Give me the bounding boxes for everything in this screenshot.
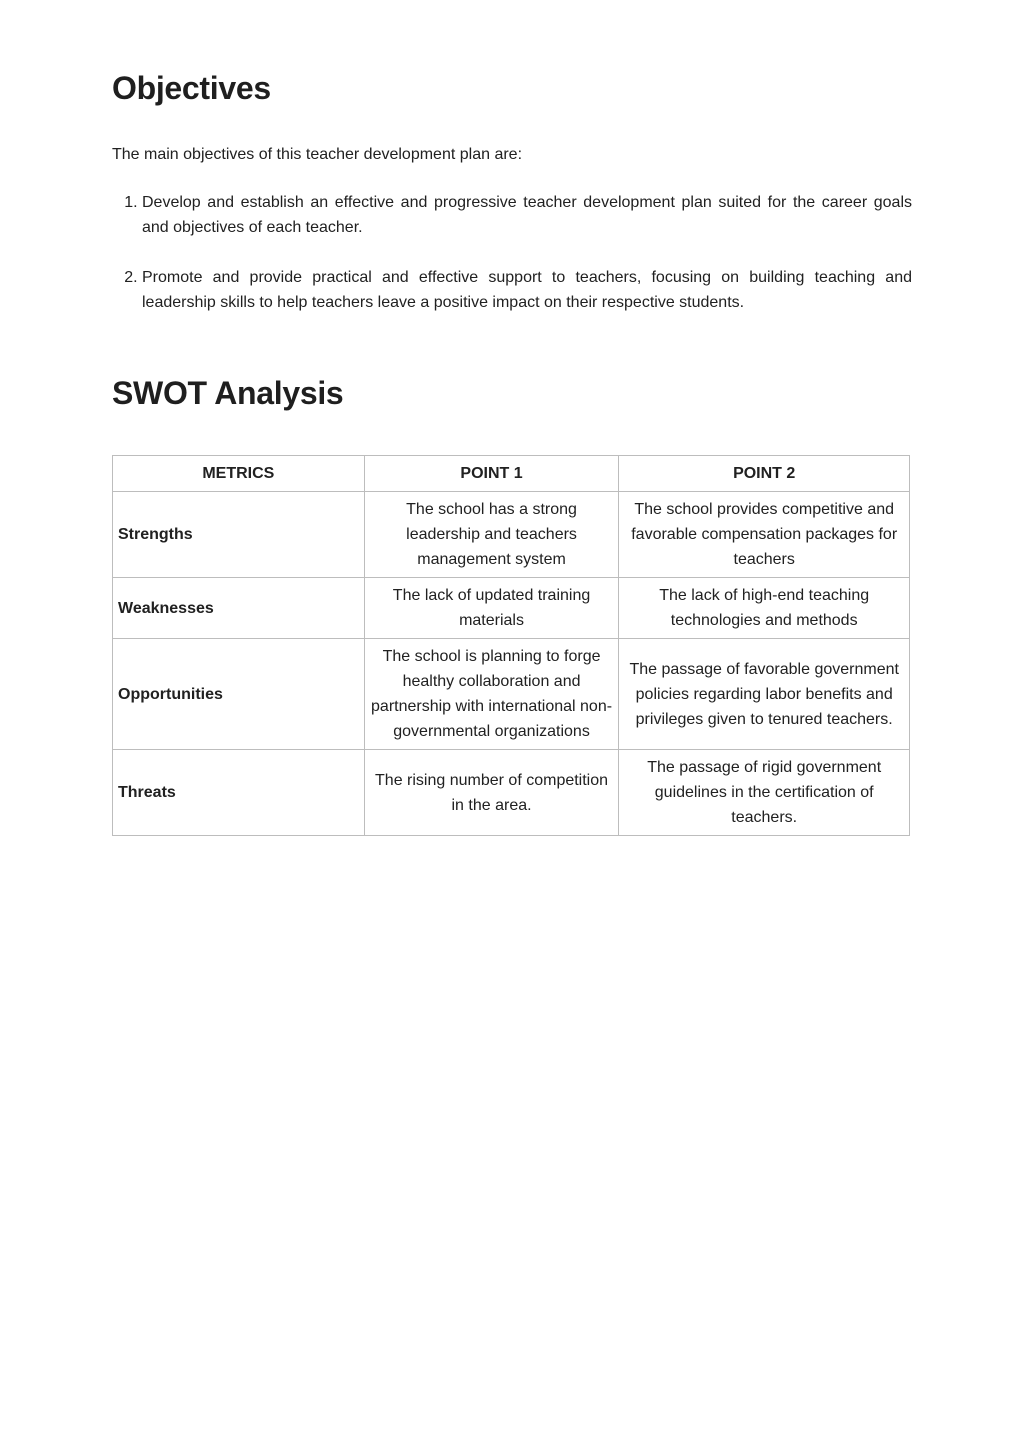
metric-cell: Strengths [113,492,365,578]
swot-table [112,455,910,836]
header-point-1: POINT 1 [364,456,619,492]
objective-item: 2. Promote and provide practical and effective support to teachers, focusing on building teaching and leadership skills to help teachers leave a positive impact on their respective students. [142,265,912,315]
point-1-cell: The rising number of competition in the area. [364,750,619,836]
objectives-intro: The main objectives of this teacher development plan are: [112,146,523,163]
table-row [113,578,910,639]
objectives-list [112,190,912,340]
table-row [113,639,910,750]
point-2-cell: The passage of rigid government guidelines in the certification of teachers. [619,750,910,836]
header-point-2: POINT 2 [619,456,910,492]
point-1-cell: The school is planning to forge healthy collaboration and partnership with international non-governmental organizations [364,639,619,750]
metric-cell: Weaknesses [113,578,365,639]
objectives-heading: Objectives [112,70,271,106]
table-row [113,492,910,578]
header-metrics: METRICS [113,456,365,492]
metric-cell: Opportunities [113,639,365,750]
point-1-cell: The school has a strong leadership and teachers management system [364,492,619,578]
table-header-row [113,456,910,492]
objective-item: 1. Develop and establish an effective and progressive teacher development plan suited for the career goals and objectives of each teacher. [142,190,912,240]
point-2-cell: The school provides competitive and favorable compensation packages for teachers [619,492,910,578]
point-2-cell: The lack of high-end teaching technologies and methods [619,578,910,639]
swot-heading: SWOT Analysis [112,375,344,411]
point-1-cell: The lack of updated training materials [364,578,619,639]
point-2-cell: The passage of favorable government policies regarding labor benefits and privileges given to tenured teachers. [619,639,910,750]
table-row [113,750,910,836]
metric-cell: Threats [113,750,365,836]
